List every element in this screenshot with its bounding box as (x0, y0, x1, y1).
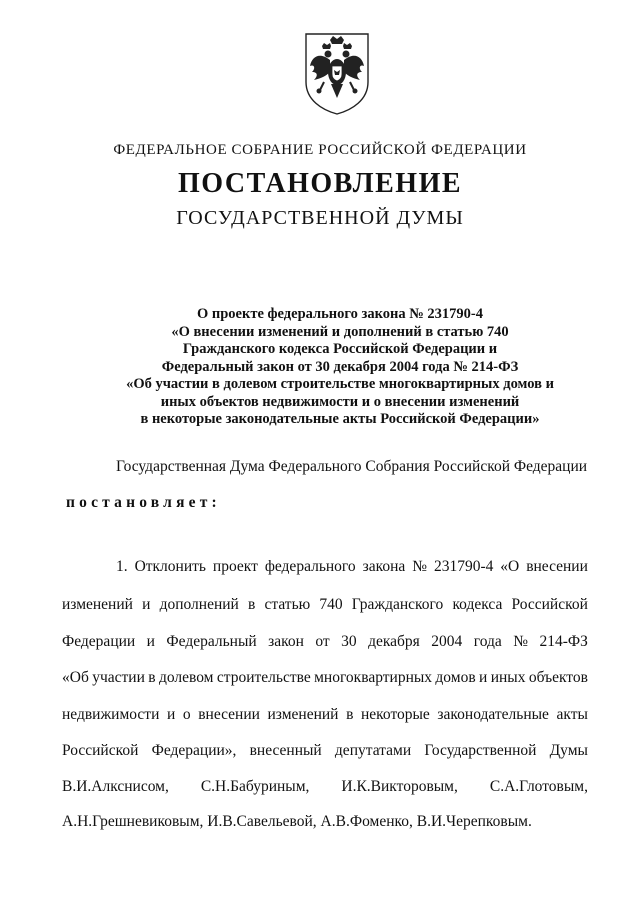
word: 1. (116, 558, 128, 575)
word: И.К.Викторовым, (341, 778, 458, 795)
paragraph-line (116, 558, 588, 576)
subject-line: «О внесении изменений и дополнений в статью 740 (171, 323, 509, 340)
word: Думы (549, 742, 588, 759)
paragraph-line (62, 706, 588, 724)
word: акты (556, 706, 588, 723)
word: изменений (62, 596, 133, 613)
subject-line: Гражданского кодекса Российской Федерации и (182, 341, 498, 357)
word: Гражданского (351, 596, 444, 613)
word: закон (268, 633, 304, 650)
russian-coat-of-arms-icon (300, 30, 374, 116)
word: в (148, 669, 156, 686)
word: в (248, 596, 256, 613)
word: внесении (526, 558, 588, 575)
word: Российской (511, 596, 588, 613)
word: строительстве (216, 669, 311, 686)
word: 231790-4 (433, 558, 494, 575)
word: 30 (341, 633, 357, 650)
word: 214-ФЗ (539, 633, 588, 650)
word: внесении (198, 706, 260, 723)
paragraph-line (62, 669, 588, 687)
word: С.Н.Бабуриным, (200, 778, 310, 795)
word: от (315, 633, 330, 650)
subject-line: «Об участии в долевом строительстве многоквартирных домов и (126, 376, 554, 392)
word: и (142, 596, 151, 613)
word: Федеральный (166, 633, 257, 650)
document-subtitle: ГОСУДАРСТВЕННОЙ ДУМЫ (176, 207, 464, 229)
word: о (182, 706, 191, 723)
word: и (479, 669, 488, 686)
document-title: ПОСТАНОВЛЕНИЕ (177, 168, 463, 199)
word: депутатами (334, 742, 412, 759)
word: федерального (264, 558, 356, 575)
document-subject (70, 306, 610, 429)
word: Федерации», (151, 742, 237, 759)
subject-line: в некоторые законодательные акты Российской Федерации» (140, 411, 540, 427)
paragraph-line (62, 596, 588, 614)
word: 2004 (431, 633, 463, 650)
word: № (412, 558, 427, 575)
subject-line: иных объектов недвижимости и о внесении изменений (160, 393, 520, 410)
word: многоквартирных (314, 669, 433, 686)
word: в (346, 706, 354, 723)
word: объектов (528, 669, 588, 686)
word: участии (92, 669, 145, 686)
word: закона (362, 558, 406, 575)
word: № (513, 633, 529, 650)
preamble-text: Государственная Дума Федерального Собрания Российской Федерации (116, 458, 588, 475)
paragraph-line (62, 742, 588, 760)
subject-line: О проекте федерального закона № 231790-4 (196, 306, 484, 322)
word: «О (500, 558, 520, 575)
organization-name: ФЕДЕРАЛЬНОЕ СОБРАНИЕ РОССИЙСКОЙ ФЕДЕРАЦИИ (113, 142, 527, 158)
word: изменений (267, 706, 339, 723)
decides-text: постановляет: (66, 494, 221, 511)
word: Российской (62, 742, 139, 759)
word: В.И.Алкснисом, (62, 778, 169, 795)
paragraph-line (62, 778, 588, 796)
word: проект (212, 558, 258, 575)
word: и (146, 633, 155, 650)
word: законодательные (437, 706, 549, 723)
word: внесенный (249, 742, 322, 759)
word: кодекса (452, 596, 503, 613)
word: и (166, 706, 176, 723)
paragraph-line: А.Н.Грешневиковым, И.В.Савельевой, А.В.Фоменко, В.И.Черепковым. (62, 813, 532, 830)
word: декабря (368, 633, 420, 650)
word: С.А.Глотовым, (489, 778, 588, 795)
word: недвижимости (62, 706, 160, 723)
word: «Об (62, 669, 89, 686)
word: домов (435, 669, 476, 686)
word: долевом (158, 669, 214, 686)
word: иных (490, 669, 526, 686)
word: дополнений (159, 596, 239, 613)
paragraph-line (62, 633, 588, 651)
word: Государственной (424, 742, 537, 759)
word: статью (264, 596, 311, 613)
subject-line: Федеральный закон от 30 декабря 2004 года № 214-ФЗ (161, 358, 519, 375)
word: Отклонить (134, 558, 206, 575)
word: Федерации (62, 633, 136, 650)
word: года (473, 633, 502, 650)
word: некоторые (360, 706, 430, 723)
word: 740 (319, 596, 343, 613)
